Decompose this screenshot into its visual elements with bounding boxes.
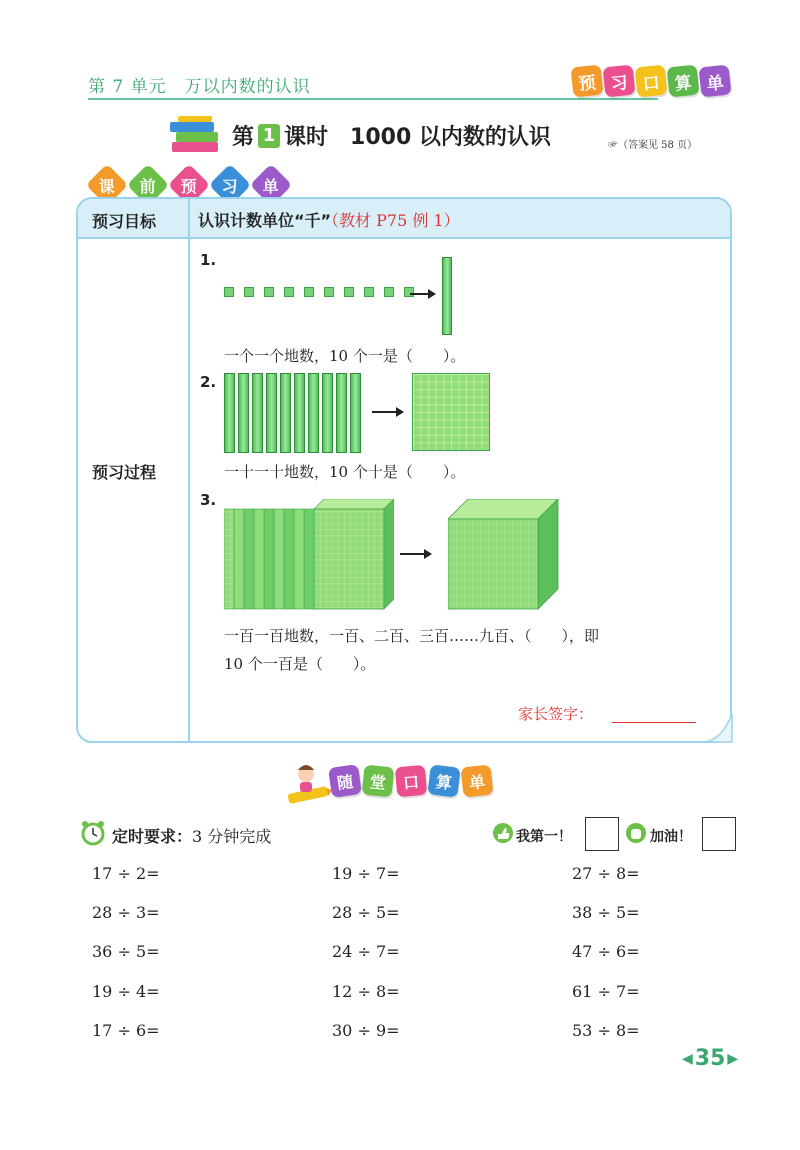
header-divider xyxy=(88,98,658,100)
books-icon xyxy=(168,114,224,156)
alarm-clock-icon xyxy=(80,820,106,846)
arrow-icon xyxy=(410,293,434,295)
calc-problem: 19 ÷ 4= xyxy=(92,982,160,1001)
girl-on-pencil-icon xyxy=(284,760,332,808)
thousand-cube-illustration xyxy=(448,499,560,611)
parent-signature-label: 家长签字： xyxy=(518,705,594,723)
section-tile: 习 xyxy=(209,164,251,206)
question-text: 10 个一百是（ ）。 xyxy=(224,655,376,673)
item-number: 1. xyxy=(200,251,217,269)
page-curl-icon xyxy=(704,714,734,744)
arrow-icon xyxy=(400,553,430,555)
ten-rod-illustration xyxy=(442,257,452,335)
question-text: 一百一百地数，一百、二百、三百……九百、（ ），即 xyxy=(224,627,600,645)
timer-requirement: 定时要求：3 分钟完成 xyxy=(112,827,272,846)
header-badge-tile: 算 xyxy=(667,65,700,98)
chevron-right-icon: ▶ xyxy=(727,1050,739,1067)
calc-problem: 27 ÷ 8= xyxy=(572,864,640,883)
item-number: 3. xyxy=(200,491,217,509)
section-tile: 预 xyxy=(168,164,210,206)
question-text: 一十一十地数，10 个十是（ ）。 xyxy=(224,463,466,481)
calc-problem: 30 ÷ 9= xyxy=(332,1021,400,1040)
arrow-icon xyxy=(372,411,402,413)
lesson-number: 1 xyxy=(258,124,280,148)
practice-section-title xyxy=(330,766,492,796)
section-tile: 堂 xyxy=(362,765,395,798)
lesson-suffix: 课时 1000 以内数的认识 xyxy=(284,125,551,150)
unit-title: 第 7 单元 万以内数的认识 xyxy=(88,77,311,97)
section-tile: 单 xyxy=(250,164,292,206)
item-number: 2. xyxy=(200,373,217,391)
process-label: 预习过程 xyxy=(92,463,157,482)
calc-problem: 17 ÷ 2= xyxy=(92,864,160,883)
page-number: ◀ 35 ▶ xyxy=(682,1046,739,1071)
chevron-left-icon: ◀ xyxy=(682,1050,693,1067)
header-badge-tile: 习 xyxy=(603,65,636,98)
section-tile: 课 xyxy=(86,164,128,206)
column-divider xyxy=(188,199,190,741)
goal-label: 预习目标 xyxy=(92,212,157,231)
answer-reference: ☞（答案见 58 页） xyxy=(608,140,698,151)
fist-cheer-icon xyxy=(625,822,647,844)
lesson-prefix: 第 xyxy=(232,125,255,150)
goal-text: 认识计数单位“千”（教材 P75 例 1） xyxy=(198,211,460,230)
calc-problem: 17 ÷ 6= xyxy=(92,1021,160,1040)
section-tile: 单 xyxy=(461,765,494,798)
header-badge-tile: 口 xyxy=(635,65,668,98)
score-label-first: 我第一！ xyxy=(516,829,572,845)
lesson-title xyxy=(232,120,551,151)
calc-problem: 38 ÷ 5= xyxy=(572,903,640,922)
unit-cubes-illustration xyxy=(224,287,424,299)
section-tile: 算 xyxy=(427,764,460,797)
calc-problem: 24 ÷ 7= xyxy=(332,942,400,961)
preview-table xyxy=(76,197,732,743)
header-badge xyxy=(572,66,730,96)
hundred-flat-illustration xyxy=(412,373,490,451)
calc-problem: 28 ÷ 5= xyxy=(332,903,400,922)
calc-problem: 47 ÷ 6= xyxy=(572,942,640,961)
calc-problem: 19 ÷ 7= xyxy=(332,864,400,883)
goal-reference: （教材 P75 例 1） xyxy=(331,211,460,230)
header-badge-tile: 预 xyxy=(571,65,604,98)
ten-rods-illustration xyxy=(224,373,364,453)
calc-problem: 12 ÷ 8= xyxy=(332,982,400,1001)
question-text: 一个一个地数，10 个一是（ ）。 xyxy=(224,347,466,365)
section-tile: 随 xyxy=(328,764,362,798)
header-badge-tile: 单 xyxy=(699,65,732,98)
calc-problem: 53 ÷ 8= xyxy=(572,1021,640,1040)
calc-problem: 36 ÷ 5= xyxy=(92,942,160,961)
hundred-flats-illustration xyxy=(224,499,394,611)
calc-problem: 61 ÷ 7= xyxy=(572,982,640,1001)
score-box-first[interactable] xyxy=(585,817,619,851)
score-box-cheer[interactable] xyxy=(702,817,736,851)
parent-signature-line[interactable] xyxy=(612,722,696,723)
section-tile: 前 xyxy=(127,164,169,206)
preview-section-title xyxy=(92,170,286,200)
thumbs-up-icon xyxy=(492,822,514,844)
score-label-cheer: 加油！ xyxy=(650,829,692,845)
calc-problem: 28 ÷ 3= xyxy=(92,903,160,922)
section-tile: 口 xyxy=(395,765,428,798)
